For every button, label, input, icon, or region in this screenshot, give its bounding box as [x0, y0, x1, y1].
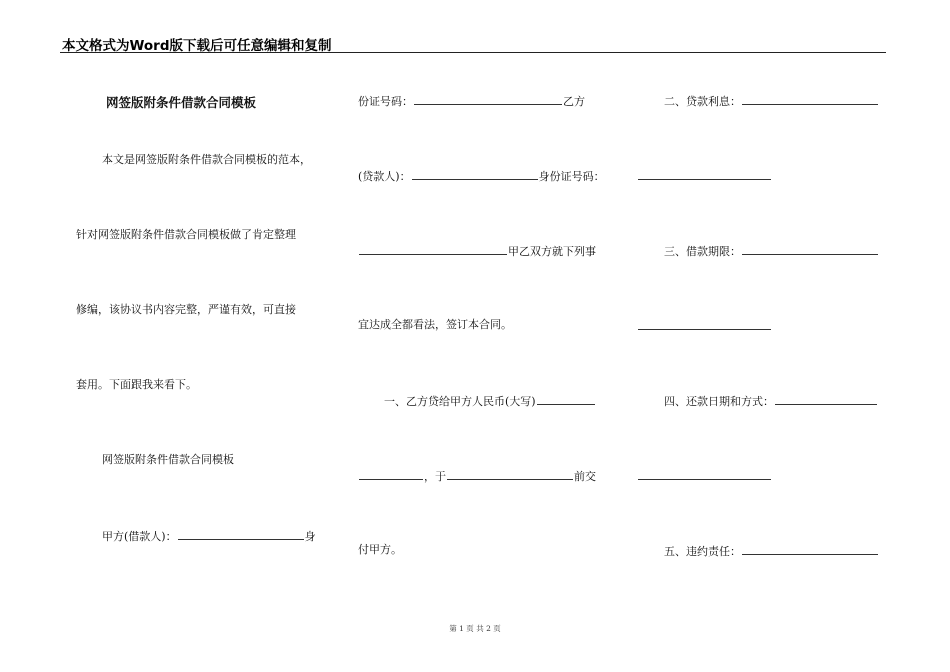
fill-blank[interactable] [742, 243, 878, 255]
clause-4-line [664, 393, 878, 409]
clause-3-line [664, 243, 879, 259]
lender-line [358, 168, 605, 184]
clause-5-label: 五、违约责任： [664, 545, 741, 558]
fill-blank[interactable] [742, 543, 878, 555]
clause-2-line [664, 93, 879, 109]
fill-blank[interactable] [414, 93, 562, 105]
fill-blank[interactable] [447, 468, 573, 480]
fill-blank[interactable] [359, 468, 423, 480]
page-number: 第 1 页 共 2 页 [449, 624, 501, 633]
fill-blank[interactable] [638, 179, 771, 180]
lender-label: (贷款人)： [358, 170, 411, 183]
document-header: 本文格式为Word版下载后可任意编辑和复制 [62, 38, 332, 54]
paragraph-line: 付甲方。 [358, 543, 402, 556]
fill-blank[interactable] [178, 528, 304, 540]
fill-blank[interactable] [359, 243, 507, 255]
paragraph-line: 套用。下面跟我来看下。 [76, 378, 197, 391]
continuation-text: 身 [304, 530, 316, 543]
date-connector-text: ，于 [424, 470, 446, 483]
paragraph-line: 本文是网签版附条件借款合同模板的范本， [102, 153, 311, 166]
agreement-line [358, 243, 596, 259]
clause-1-label: 一、乙方贷给甲方人民币(大写) [384, 395, 536, 408]
document-title: 网签版附条件借款合同模板 [106, 95, 257, 110]
continuation-text: 前交 [574, 470, 596, 483]
party-a-line [102, 528, 316, 544]
clause-5-line [664, 543, 879, 559]
agreement-text: 甲乙双方就下列事 [508, 245, 596, 258]
paragraph-line: 宜达成全都看法，签订本合同。 [358, 318, 512, 331]
fill-blank[interactable] [742, 93, 878, 105]
fill-blank[interactable] [537, 393, 595, 405]
fill-blank[interactable] [638, 479, 771, 480]
fill-blank[interactable] [775, 393, 877, 405]
fill-blank[interactable] [412, 168, 538, 180]
id-number-line [358, 93, 585, 109]
fill-blank[interactable] [638, 329, 771, 330]
clause-3-label: 三、借款期限： [664, 245, 741, 258]
id-number-label: 份证号码： [358, 95, 413, 108]
contract-subtitle: 网签版附条件借款合同模板 [102, 453, 234, 466]
clause-1-line [384, 393, 596, 409]
id-number-label: 身份证号码： [538, 170, 605, 183]
paragraph-line: 针对网签版附条件借款合同模板做了肯定整理 [76, 228, 296, 241]
clause-4-label: 四、还款日期和方式： [664, 395, 774, 408]
party-a-label: 甲方(借款人)： [102, 530, 177, 543]
clause-2-label: 二、贷款利息： [664, 95, 741, 108]
paragraph-line: 修编，该协议书内容完整，严谨有效，可直接 [76, 303, 296, 316]
clause-1-date-line [358, 468, 596, 484]
header-divider [60, 52, 886, 53]
party-b-label: 乙方 [563, 95, 585, 108]
